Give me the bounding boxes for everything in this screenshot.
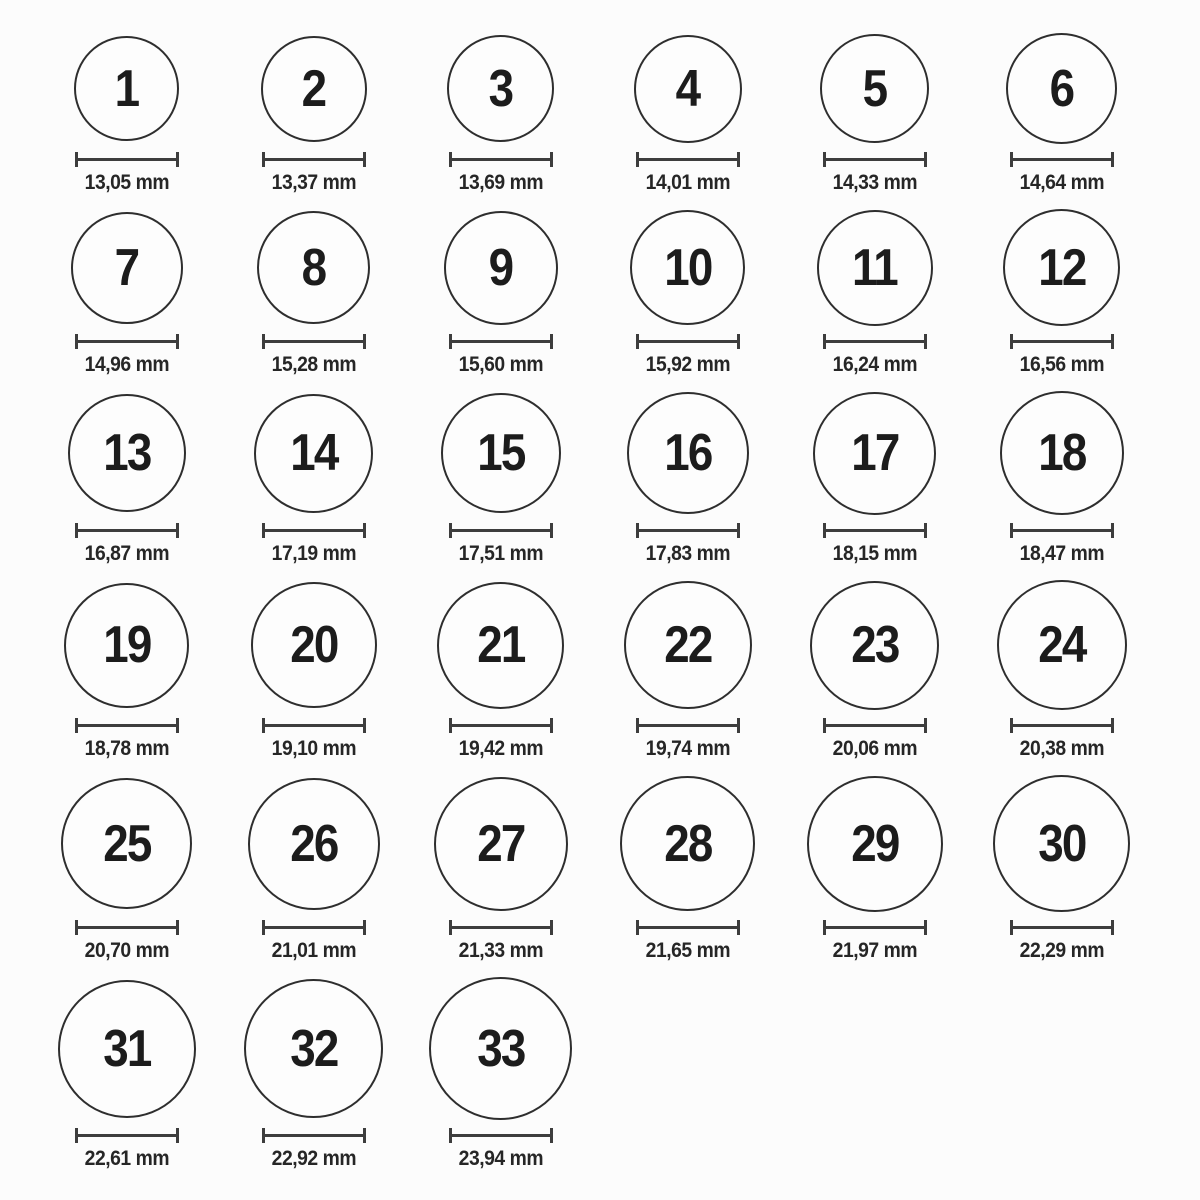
diameter-measure-line: [75, 334, 179, 349]
ring-size-number: 15: [476, 424, 525, 482]
diameter-measure-line: [449, 152, 553, 167]
circle-area: [1000, 390, 1124, 516]
ring-size-number: 19: [102, 616, 151, 674]
chart-row: [33, 208, 1200, 377]
diameter-label: 14,33 mm: [832, 171, 917, 194]
ring-circle: [257, 211, 370, 324]
measure-bar: [75, 1134, 179, 1137]
diameter-label: 17,83 mm: [645, 542, 730, 565]
measure-end-tick: [550, 152, 553, 167]
measure-bar: [262, 529, 366, 532]
ring-size-number: 30: [1037, 814, 1086, 873]
ring-size-cell: [594, 390, 781, 566]
ring-size-cell: [407, 32, 594, 195]
diameter-measure-line: [1010, 920, 1114, 935]
ring-circle: [820, 34, 929, 143]
chart-row: [33, 32, 1200, 195]
diameter-measure-line: [636, 334, 740, 349]
measure-bar: [262, 340, 366, 343]
ring-size-cell: [220, 208, 407, 377]
ring-size-number: 22: [663, 616, 712, 674]
ring-size-cell: [33, 976, 220, 1171]
ring-circle: [437, 582, 564, 709]
ring-size-number: 6: [1049, 59, 1074, 118]
measure-bar: [823, 724, 927, 727]
diameter-measure-line: [262, 152, 366, 167]
circle-area: [1006, 32, 1117, 145]
diameter-measure-line: [636, 523, 740, 538]
diameter-measure-line: [449, 920, 553, 935]
ring-size-cell: [407, 390, 594, 566]
diameter-measure-line: [449, 523, 553, 538]
diameter-measure-line: [262, 334, 366, 349]
diameter-measure-line: [449, 718, 553, 733]
diameter-measure-line: [823, 523, 927, 538]
ring-size-cell: [407, 579, 594, 761]
measure-bar: [75, 340, 179, 343]
ring-size-cell: [968, 32, 1155, 195]
circle-area: [810, 579, 939, 711]
ring-circle: [251, 582, 377, 708]
measure-end-tick: [737, 152, 740, 167]
diameter-measure-line: [636, 152, 740, 167]
measure-end-tick: [363, 1128, 366, 1143]
measure-end-tick: [924, 718, 927, 733]
diameter-label: 18,78 mm: [84, 737, 169, 760]
ring-size-cell: [220, 579, 407, 761]
chart-row: [33, 579, 1200, 761]
ring-size-number: 27: [476, 814, 525, 873]
measure-bar: [1010, 724, 1114, 727]
measure-end-tick: [1111, 523, 1114, 538]
measure-bar: [636, 926, 740, 929]
ring-circle: [441, 393, 561, 513]
measure-bar: [636, 529, 740, 532]
chart-row: [33, 774, 1200, 963]
ring-size-cell: [781, 579, 968, 761]
ring-size-number: 21: [476, 616, 525, 674]
measure-end-tick: [550, 1128, 553, 1143]
measure-end-tick: [737, 523, 740, 538]
circle-area: [630, 208, 745, 327]
circle-area: [807, 774, 943, 913]
ring-size-cell: [594, 579, 781, 761]
circle-area: [444, 208, 558, 327]
circle-area: [74, 32, 179, 145]
ring-size-number: 17: [850, 424, 899, 482]
ring-size-cell: [220, 32, 407, 195]
measure-end-tick: [737, 334, 740, 349]
diameter-label: 21,97 mm: [832, 939, 917, 962]
circle-area: [248, 774, 380, 913]
ring-circle: [254, 394, 373, 513]
diameter-label: 13,37 mm: [271, 171, 356, 194]
diameter-measure-line: [75, 152, 179, 167]
measure-bar: [823, 529, 927, 532]
circle-area: [997, 579, 1127, 711]
measure-end-tick: [176, 718, 179, 733]
circle-area: [254, 390, 373, 516]
diameter-label: 23,94 mm: [458, 1147, 543, 1170]
ring-circle: [630, 210, 745, 325]
measure-end-tick: [1111, 334, 1114, 349]
ring-circle: [993, 775, 1130, 912]
circle-area: [61, 774, 192, 913]
measure-bar: [449, 340, 553, 343]
ring-size-cell: [33, 32, 220, 195]
diameter-label: 15,60 mm: [458, 353, 543, 376]
ring-size-cell: [781, 390, 968, 566]
diameter-label: 16,56 mm: [1019, 353, 1104, 376]
ring-circle: [61, 778, 192, 909]
diameter-label: 20,38 mm: [1019, 737, 1104, 760]
ring-size-number: 32: [289, 1019, 338, 1078]
measure-bar: [636, 724, 740, 727]
ring-size-number: 7: [114, 238, 139, 297]
diameter-measure-line: [75, 920, 179, 935]
diameter-label: 19,10 mm: [271, 737, 356, 760]
ring-size-cell: [33, 390, 220, 566]
measure-bar: [262, 1134, 366, 1137]
circle-area: [993, 774, 1130, 913]
diameter-measure-line: [823, 920, 927, 935]
ring-size-cell: [220, 976, 407, 1171]
ring-size-number: 1: [114, 59, 139, 118]
circle-area: [71, 208, 183, 327]
diameter-label: 14,01 mm: [645, 171, 730, 194]
ring-circle: [444, 211, 558, 325]
ring-size-cell: [33, 579, 220, 761]
ring-circle: [248, 778, 380, 910]
ring-circle: [58, 980, 196, 1118]
ring-size-cell: [781, 208, 968, 377]
measure-end-tick: [176, 920, 179, 935]
ring-size-cell: [220, 390, 407, 566]
diameter-measure-line: [636, 718, 740, 733]
ring-size-cell: [594, 208, 781, 377]
ring-circle: [429, 977, 572, 1120]
diameter-measure-line: [75, 718, 179, 733]
measure-bar: [449, 529, 553, 532]
ring-size-number: 2: [301, 59, 326, 118]
ring-circle: [64, 583, 189, 708]
measure-bar: [75, 926, 179, 929]
measure-end-tick: [176, 1128, 179, 1143]
measure-bar: [823, 158, 927, 161]
ring-size-number: 28: [663, 814, 712, 873]
diameter-label: 21,65 mm: [645, 939, 730, 962]
ring-circle: [620, 776, 755, 911]
ring-size-cell: [968, 774, 1155, 963]
ring-size-number: 25: [102, 814, 151, 873]
measure-bar: [1010, 158, 1114, 161]
diameter-measure-line: [262, 523, 366, 538]
ring-size-cell: [968, 390, 1155, 566]
ring-circle: [624, 581, 752, 709]
measure-bar: [636, 340, 740, 343]
circle-area: [429, 976, 572, 1121]
measure-end-tick: [363, 334, 366, 349]
ring-size-cell: [781, 774, 968, 963]
ring-circle: [261, 36, 367, 142]
ring-circle: [810, 581, 939, 710]
diameter-label: 22,61 mm: [84, 1147, 169, 1170]
ring-circle: [1000, 391, 1124, 515]
diameter-label: 15,28 mm: [271, 353, 356, 376]
diameter-label: 18,47 mm: [1019, 542, 1104, 565]
diameter-measure-line: [1010, 718, 1114, 733]
measure-bar: [75, 158, 179, 161]
ring-size-cell: [594, 774, 781, 963]
diameter-measure-line: [75, 523, 179, 538]
diameter-measure-line: [449, 1128, 553, 1143]
diameter-label: 15,92 mm: [645, 353, 730, 376]
ring-circle: [997, 580, 1127, 710]
diameter-label: 22,92 mm: [271, 1147, 356, 1170]
ring-size-number: 11: [852, 238, 897, 297]
diameter-label: 20,06 mm: [832, 737, 917, 760]
ring-circle: [807, 776, 943, 912]
measure-end-tick: [176, 523, 179, 538]
ring-size-number: 14: [289, 424, 338, 482]
circle-area: [251, 579, 377, 711]
diameter-measure-line: [1010, 334, 1114, 349]
measure-bar: [449, 724, 553, 727]
measure-bar: [262, 926, 366, 929]
measure-end-tick: [1111, 152, 1114, 167]
diameter-measure-line: [449, 334, 553, 349]
measure-bar: [823, 340, 927, 343]
measure-end-tick: [363, 152, 366, 167]
measure-end-tick: [924, 152, 927, 167]
ring-circle: [434, 777, 568, 911]
measure-end-tick: [737, 920, 740, 935]
chart-row: [33, 976, 1200, 1171]
measure-bar: [262, 724, 366, 727]
circle-area: [434, 774, 568, 913]
measure-end-tick: [924, 523, 927, 538]
diameter-label: 13,05 mm: [84, 171, 169, 194]
diameter-label: 13,69 mm: [458, 171, 543, 194]
measure-end-tick: [176, 152, 179, 167]
measure-bar: [1010, 926, 1114, 929]
measure-end-tick: [363, 718, 366, 733]
diameter-measure-line: [823, 152, 927, 167]
diameter-measure-line: [1010, 523, 1114, 538]
circle-area: [64, 579, 189, 711]
ring-size-cell: [594, 32, 781, 195]
circle-area: [1003, 208, 1120, 327]
circle-area: [68, 390, 186, 516]
diameter-label: 22,29 mm: [1019, 939, 1104, 962]
measure-bar: [636, 158, 740, 161]
measure-end-tick: [1111, 718, 1114, 733]
ring-size-number: 13: [102, 424, 151, 482]
ring-size-number: 31: [102, 1019, 151, 1078]
ring-size-cell: [33, 774, 220, 963]
diameter-label: 14,64 mm: [1019, 171, 1104, 194]
diameter-label: 17,51 mm: [458, 542, 543, 565]
ring-circle: [817, 210, 933, 326]
ring-circle: [1003, 209, 1120, 326]
diameter-measure-line: [262, 1128, 366, 1143]
ring-circle: [634, 35, 742, 143]
circle-area: [820, 32, 929, 145]
ring-size-number: 3: [488, 59, 513, 118]
measure-bar: [1010, 529, 1114, 532]
circle-area: [441, 390, 561, 516]
ring-size-number: 20: [289, 616, 338, 674]
ring-size-number: 16: [663, 424, 712, 482]
ring-size-cell: [220, 774, 407, 963]
ring-circle: [627, 392, 749, 514]
diameter-label: 14,96 mm: [84, 353, 169, 376]
diameter-label: 16,87 mm: [84, 542, 169, 565]
ring-size-number: 33: [476, 1019, 525, 1078]
circle-area: [817, 208, 933, 327]
ring-size-number: 26: [289, 814, 338, 873]
ring-size-cell: [33, 208, 220, 377]
ring-circle: [813, 392, 936, 515]
measure-bar: [75, 529, 179, 532]
measure-end-tick: [550, 920, 553, 935]
circle-area: [627, 390, 749, 516]
circle-area: [244, 976, 383, 1121]
circle-area: [58, 976, 196, 1121]
diameter-label: 21,01 mm: [271, 939, 356, 962]
ring-size-number: 5: [862, 59, 887, 118]
measure-bar: [449, 1134, 553, 1137]
measure-bar: [262, 158, 366, 161]
measure-end-tick: [924, 920, 927, 935]
ring-size-number: 18: [1037, 424, 1086, 482]
diameter-label: 16,24 mm: [832, 353, 917, 376]
measure-end-tick: [550, 334, 553, 349]
measure-end-tick: [363, 523, 366, 538]
ring-size-cell: [407, 208, 594, 377]
circle-area: [257, 208, 370, 327]
ring-circle: [244, 979, 383, 1118]
measure-end-tick: [550, 523, 553, 538]
circle-area: [634, 32, 742, 145]
diameter-measure-line: [262, 920, 366, 935]
measure-bar: [75, 724, 179, 727]
circle-area: [437, 579, 564, 711]
measure-end-tick: [1111, 920, 1114, 935]
ring-size-cell: [968, 579, 1155, 761]
measure-bar: [1010, 340, 1114, 343]
ring-size-number: 9: [488, 238, 513, 297]
diameter-label: 20,70 mm: [84, 939, 169, 962]
ring-size-number: 29: [850, 814, 899, 873]
diameter-measure-line: [823, 334, 927, 349]
diameter-measure-line: [636, 920, 740, 935]
diameter-label: 19,42 mm: [458, 737, 543, 760]
diameter-measure-line: [75, 1128, 179, 1143]
ring-size-number: 4: [675, 59, 700, 118]
ring-circle: [447, 35, 554, 142]
measure-bar: [449, 926, 553, 929]
ring-size-cell: [781, 32, 968, 195]
diameter-measure-line: [262, 718, 366, 733]
diameter-measure-line: [1010, 152, 1114, 167]
ring-size-number: 24: [1037, 616, 1086, 674]
measure-end-tick: [176, 334, 179, 349]
measure-end-tick: [550, 718, 553, 733]
ring-circle: [71, 212, 183, 324]
measure-end-tick: [737, 718, 740, 733]
measure-bar: [449, 158, 553, 161]
ring-circle: [68, 394, 186, 512]
chart-row: [33, 390, 1200, 566]
ring-size-number: 10: [663, 238, 712, 297]
circle-area: [261, 32, 367, 145]
diameter-label: 19,74 mm: [645, 737, 730, 760]
ring-circle: [1006, 33, 1117, 144]
measure-end-tick: [924, 334, 927, 349]
diameter-label: 21,33 mm: [458, 939, 543, 962]
ring-size-cell: [968, 208, 1155, 377]
ring-circle: [74, 36, 179, 141]
diameter-measure-line: [823, 718, 927, 733]
ring-size-number: 23: [850, 616, 899, 674]
circle-area: [620, 774, 755, 913]
ring-size-cell: [407, 774, 594, 963]
diameter-label: 17,19 mm: [271, 542, 356, 565]
circle-area: [447, 32, 554, 145]
ring-size-number: 12: [1037, 238, 1086, 297]
ring-size-cell: [407, 976, 594, 1171]
circle-area: [813, 390, 936, 516]
measure-bar: [823, 926, 927, 929]
circle-area: [624, 579, 752, 711]
measure-end-tick: [363, 920, 366, 935]
diameter-label: 18,15 mm: [832, 542, 917, 565]
ring-size-number: 8: [301, 238, 326, 297]
